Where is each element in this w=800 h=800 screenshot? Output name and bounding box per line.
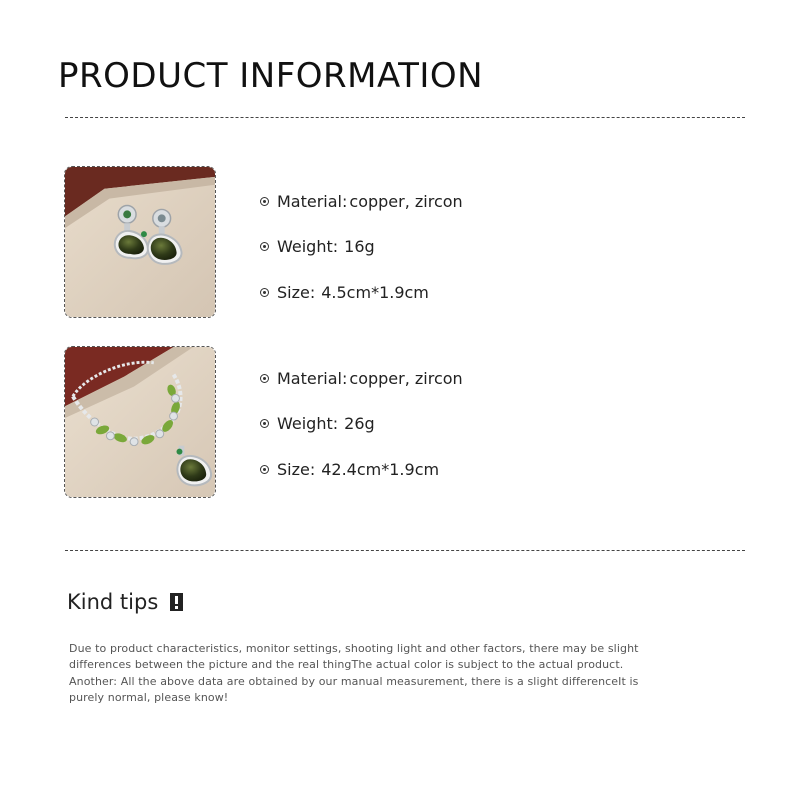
tips-line: purely normal, please know! <box>69 690 229 704</box>
bottom-divider <box>65 550 745 551</box>
spec-label: Material: <box>277 191 348 211</box>
tips-line: Due to product characteristics, monitor settings, shooting light and other factors, there may be slight <box>69 642 639 655</box>
spec-weight <box>260 413 463 435</box>
tips-line: differences between the picture and the real thingThe actual color is subject to the actual product. <box>69 658 624 672</box>
spec-material <box>260 190 463 212</box>
spec-value: 16g <box>344 237 375 256</box>
spec-label: Material: <box>277 368 348 388</box>
spec-material <box>260 367 463 389</box>
spec-label: Size: <box>277 282 316 302</box>
earrings-photo <box>64 166 216 318</box>
kind-tips-heading <box>67 590 183 614</box>
exclamation-icon <box>170 593 183 611</box>
earrings-specs <box>260 190 463 327</box>
spec-value: copper, zircon <box>349 191 463 211</box>
bullet-icon <box>260 419 269 428</box>
bullet-icon <box>260 465 269 474</box>
tips-line: Another: All the above data are obtained by our manual measurement, there is a slight differenceIt is <box>69 674 639 688</box>
bullet-icon <box>260 374 269 383</box>
bullet-icon <box>260 242 269 251</box>
spec-value: copper, zircon <box>349 368 463 388</box>
spec-value: 26g <box>344 414 375 433</box>
bullet-icon <box>260 288 269 297</box>
spec-weight <box>260 236 463 258</box>
bullet-icon <box>260 197 269 206</box>
spec-size <box>260 281 463 303</box>
spec-size <box>260 458 463 480</box>
top-divider <box>65 117 745 118</box>
necklace-photo <box>64 346 216 498</box>
page-title: PRODUCT INFORMATION <box>58 56 484 96</box>
spec-label: Weight: <box>277 237 339 256</box>
necklace-specs <box>260 367 463 504</box>
kind-tips-title: Kind tips <box>67 590 159 614</box>
spec-value: 42.4cm*1.9cm <box>321 459 440 479</box>
spec-value: 4.5cm*1.9cm <box>321 282 429 302</box>
kind-tips-text <box>69 641 669 706</box>
spec-label: Size: <box>277 459 316 479</box>
spec-label: Weight: <box>277 414 339 433</box>
